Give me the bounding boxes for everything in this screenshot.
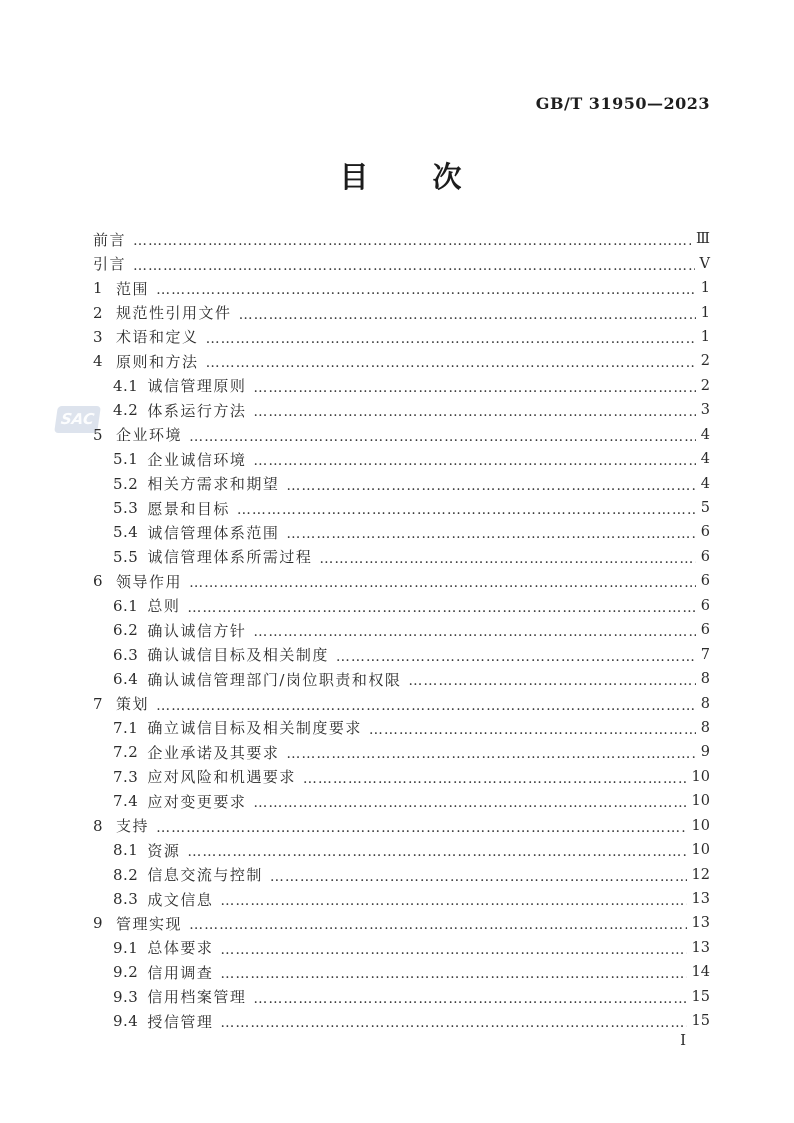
toc-entry-number: 2: [93, 303, 104, 322]
toc-entry-number: 7: [93, 694, 104, 713]
toc-dot-leader: [220, 1016, 686, 1030]
toc-entry-label: 企业环境: [116, 426, 183, 445]
toc-entry: [93, 887, 710, 911]
toc-entry: [93, 300, 710, 324]
toc-entry-label: 领导作用: [116, 572, 183, 591]
toc-dot-leader: [270, 870, 687, 884]
toc-entry-label: 原则和方法: [116, 352, 199, 371]
toc-entry-page: 5: [700, 500, 710, 517]
toc-entry-number: 5.5: [113, 547, 139, 566]
toc-entry-number: 5.2: [113, 474, 139, 493]
toc-dot-leader: [253, 992, 686, 1006]
toc-entry-page: 15: [691, 1013, 710, 1030]
toc-entry-label: 体系运行方法: [147, 401, 247, 420]
toc-entry-page: 13: [691, 939, 710, 956]
toc-dot-leader: [189, 430, 696, 444]
toc-dot-leader: [369, 723, 696, 737]
toc-entry-page: 15: [691, 988, 710, 1005]
toc-entry: [93, 740, 710, 764]
toc-entry-label: 企业承诺及其要求: [147, 743, 280, 762]
toc-entry-number: 5.1: [113, 450, 139, 469]
toc-dot-leader: [156, 699, 696, 713]
toc-entry-label: 支持: [116, 817, 150, 836]
toc-entry: [93, 520, 710, 544]
toc-entry-page: Ⅴ: [699, 255, 710, 272]
toc-dot-leader: [206, 332, 696, 346]
toc-entry-page: 6: [700, 548, 710, 565]
toc-entry: [93, 618, 710, 642]
toc-entry-page: Ⅲ: [696, 231, 710, 248]
toc-entry-number: 4.2: [113, 401, 139, 420]
toc-entry: [93, 960, 710, 984]
toc-entry: [93, 227, 710, 251]
toc-entry-page: 2: [700, 353, 710, 370]
toc-entry-page: 13: [691, 915, 710, 932]
toc-entry: [93, 349, 710, 373]
toc-entry: [93, 789, 710, 813]
toc-entry-label: 范围: [116, 279, 150, 298]
toc-entry-number: 6.1: [113, 596, 139, 615]
toc-entry-number: 1: [93, 279, 104, 298]
toc-entry: [93, 667, 710, 691]
toc-entry-page: 4: [700, 426, 710, 443]
toc-entry-page: 1: [700, 280, 710, 297]
toc-entry-label: 引言: [93, 255, 127, 274]
toc-entry-page: 10: [691, 817, 710, 834]
toc-entry: [93, 398, 710, 422]
toc-entry-label: 术语和定义: [116, 328, 199, 347]
toc-entry-number: 6.2: [113, 621, 139, 640]
page-number: Ⅰ: [680, 1031, 686, 1049]
toc-entry-page: 6: [700, 597, 710, 614]
toc-dot-leader: [206, 356, 696, 370]
toc-entry-label: 确认诚信目标及相关制度: [147, 646, 329, 665]
toc-entry-label: 策划: [116, 695, 150, 714]
toc-entry-label: 相关方需求和期望: [147, 475, 280, 494]
toc-entry-page: 10: [691, 768, 710, 785]
toc-entry-number: 7.4: [113, 792, 139, 811]
toc-dot-leader: [253, 796, 686, 810]
page-title: 目 次: [339, 160, 464, 194]
toc-entry-number: 8.2: [113, 865, 139, 884]
toc-entry-label: 规范性引用文件: [116, 304, 232, 323]
toc-entry-number: 5.3: [113, 499, 139, 518]
toc-entry-number: 5.4: [113, 523, 139, 542]
toc-entry: [93, 569, 710, 593]
toc-entry: [93, 251, 710, 275]
toc-entry-page: 9: [700, 744, 710, 761]
sac-watermark: SAC: [54, 406, 101, 433]
toc-entry: [93, 374, 710, 398]
toc-entry-number: 7.1: [113, 718, 139, 737]
toc-entry-page: 14: [691, 964, 710, 981]
toc-entry-number: 4: [93, 352, 104, 371]
toc-dot-leader: [336, 650, 696, 664]
toc-entry-label: 信用调查: [147, 963, 214, 982]
toc-entry-page: 10: [691, 793, 710, 810]
toc-dot-leader: [286, 747, 695, 761]
toc-dot-leader: [133, 234, 691, 248]
toc-entry-page: 10: [691, 842, 710, 859]
toc-entry-page: 13: [691, 891, 710, 908]
toc-entry-label: 诚信管理体系所需过程: [147, 548, 313, 567]
toc-dot-leader: [286, 479, 695, 493]
toc-entry-page: 6: [700, 573, 710, 590]
toc-entry-page: 7: [700, 646, 710, 663]
toc-entry-label: 成文信息: [147, 890, 214, 909]
toc-entry-label: 信息交流与控制: [147, 866, 263, 885]
toc-entry-label: 总则: [147, 597, 181, 616]
toc-entry-label: 信用档案管理: [147, 988, 247, 1007]
toc-entry-page: 8: [700, 671, 710, 688]
toc-entry-number: 9.3: [113, 987, 139, 1006]
toc-entry-number: 7.3: [113, 767, 139, 786]
toc-dot-leader: [319, 552, 695, 566]
toc-dot-leader: [239, 308, 696, 322]
toc-entry-page: 3: [700, 402, 710, 419]
toc-dot-leader: [156, 283, 696, 297]
toc-entry-page: 1: [700, 304, 710, 321]
toc-entry-label: 企业诚信环境: [147, 450, 247, 469]
toc-entry-number: 5: [93, 425, 104, 444]
toc-entry: [93, 691, 710, 715]
toc-entry-label: 授信管理: [147, 1012, 214, 1031]
toc-entry-label: 确立诚信目标及相关制度要求: [147, 719, 362, 738]
toc-entry-number: 9.2: [113, 963, 139, 982]
toc-dot-leader: [187, 601, 695, 615]
toc-entry: [93, 545, 710, 569]
toc-dot-leader: [220, 943, 686, 957]
toc-dot-leader: [253, 454, 695, 468]
toc-entry: [93, 936, 710, 960]
document-header: [93, 94, 710, 113]
toc-entry-number: 8.1: [113, 841, 139, 860]
toc-entry: [93, 594, 710, 618]
toc-list: [93, 227, 710, 1033]
toc-entry-label: 前言: [93, 230, 127, 249]
toc-entry: [93, 496, 710, 520]
toc-entry-number: 8.3: [113, 890, 139, 909]
toc-entry-label: 确认诚信方针: [147, 621, 247, 640]
toc-entry: [93, 862, 710, 886]
toc-dot-leader: [220, 894, 686, 908]
toc-entry-label: 应对变更要求: [147, 792, 247, 811]
toc-entry-page: 12: [691, 866, 710, 883]
toc-entry: [93, 642, 710, 666]
toc-entry-number: 6.3: [113, 645, 139, 664]
toc-dot-leader: [189, 918, 686, 932]
toc-entry: [93, 716, 710, 740]
toc-dot-leader: [187, 845, 686, 859]
toc-entry: [93, 325, 710, 349]
toc-dot-leader: [253, 625, 695, 639]
toc-dot-leader: [220, 967, 686, 981]
toc-entry-label: 诚信管理体系范围: [147, 523, 280, 542]
toc-entry-label: 应对风险和机遇要求: [147, 768, 296, 787]
page-footer: [93, 1030, 710, 1049]
toc-entry: [93, 814, 710, 838]
toc-entry-page: 4: [700, 475, 710, 492]
toc-entry-number: 3: [93, 327, 104, 346]
toc-entry-label: 确认诚信管理部门/岗位职责和权限: [147, 670, 402, 689]
toc-entry: [93, 985, 710, 1009]
toc-entry-page: 4: [700, 451, 710, 468]
toc-entry-number: 9.4: [113, 1012, 139, 1031]
toc-entry-number: 6: [93, 572, 104, 591]
toc-entry-number: 9: [93, 914, 104, 933]
toc-entry: [93, 838, 710, 862]
toc-entry-page: 2: [700, 377, 710, 394]
toc-dot-leader: [253, 405, 695, 419]
toc-entry: [93, 276, 710, 300]
standard-code: GB/T 31950—2023: [535, 94, 710, 113]
toc-entry-page: 8: [700, 695, 710, 712]
toc-dot-leader: [286, 527, 695, 541]
toc-entry-label: 诚信管理原则: [147, 377, 247, 396]
toc-entry: [93, 911, 710, 935]
toc-entry-number: 7.2: [113, 743, 139, 762]
toc-entry: [93, 765, 710, 789]
toc-entry-number: 4.1: [113, 376, 139, 395]
toc-entry-page: 1: [700, 328, 710, 345]
toc-entry-number: 8: [93, 816, 104, 835]
toc-entry-number: 6.4: [113, 670, 139, 689]
toc-entry-number: 9.1: [113, 938, 139, 957]
toc-dot-leader: [156, 821, 686, 835]
toc-dot-leader: [253, 381, 695, 395]
toc-dot-leader: [133, 259, 695, 273]
toc-dot-leader: [237, 503, 696, 517]
toc-entry-label: 总体要求: [147, 939, 214, 958]
toc-entry-page: 6: [700, 524, 710, 541]
toc-entry-label: 愿景和目标: [147, 499, 230, 518]
toc-entry-page: 6: [700, 622, 710, 639]
toc-entry-label: 管理实现: [116, 914, 183, 933]
toc-dot-leader: [408, 674, 695, 688]
toc-entry-label: 资源: [147, 841, 181, 860]
toc-entry: [93, 447, 710, 471]
toc-dot-leader: [189, 576, 696, 590]
toc-entry: [93, 423, 710, 447]
toc-entry: [93, 471, 710, 495]
toc-dot-leader: [303, 772, 687, 786]
toc-entry-page: 8: [700, 719, 710, 736]
